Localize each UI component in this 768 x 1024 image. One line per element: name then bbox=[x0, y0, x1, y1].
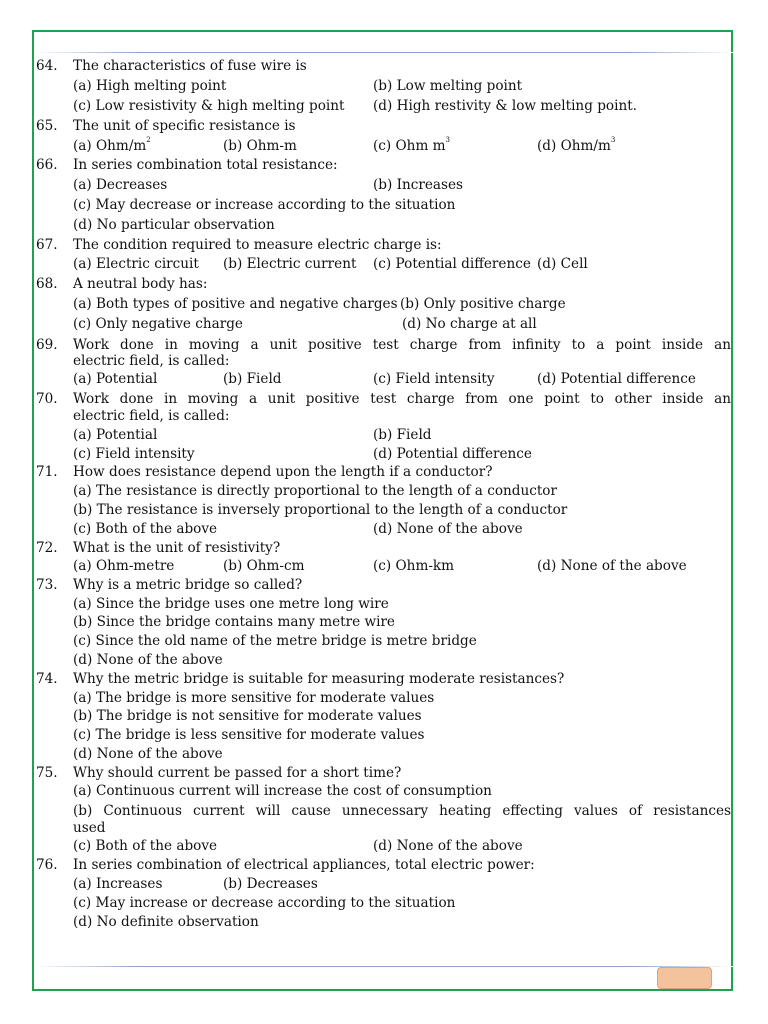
option-b: (b) The resistance is inversely proportional to the length of a conductor bbox=[73, 502, 568, 518]
option-d: (d) Cell bbox=[537, 256, 588, 272]
option-a: (a) Decreases bbox=[73, 177, 168, 193]
option-c: (c) Low resistivity & high melting point bbox=[73, 98, 345, 114]
option-b-continued: used bbox=[73, 820, 106, 836]
option-c: (c) Field intensity bbox=[373, 371, 495, 387]
question-text: In series combination total resistance: bbox=[73, 157, 338, 173]
question-number: 73. bbox=[36, 577, 58, 593]
option-b: (b) Ohm-m bbox=[223, 138, 297, 154]
option-b: (b) Field bbox=[373, 427, 432, 443]
option-d-text: (d) Ohm/m bbox=[537, 138, 611, 154]
superscript: 2 bbox=[146, 136, 151, 144]
option-b: (b) Since the bridge contains many metre wire bbox=[73, 614, 395, 630]
option-d: (d) High restivity & low melting point. bbox=[373, 98, 637, 114]
question-text: The condition required to measure electric charge is: bbox=[73, 237, 442, 253]
option-d: (d) None of the above bbox=[537, 558, 687, 574]
option-c: (c) Both of the above bbox=[73, 838, 218, 854]
option-c: (c) May increase or decrease according to the situation bbox=[73, 895, 456, 911]
question-number: 74. bbox=[36, 671, 58, 687]
option-b: (b) The bridge is not sensitive for moderate values bbox=[73, 708, 422, 724]
option-d: (d) None of the above bbox=[73, 746, 223, 762]
option-d: (d) None of the above bbox=[73, 652, 223, 668]
option-d: (d) No particular observation bbox=[73, 217, 275, 233]
option-b: (b) Ohm-cm bbox=[223, 558, 305, 574]
question-number: 69. bbox=[36, 337, 58, 353]
option-a: (a) Electric circuit bbox=[73, 256, 199, 272]
option-a: (a) Since the bridge uses one metre long wire bbox=[73, 596, 389, 612]
question-number: 65. bbox=[36, 118, 58, 134]
option-c: (c) May decrease or increase according to the situation bbox=[73, 197, 456, 213]
question-text: Why should current be passed for a short time? bbox=[73, 765, 402, 781]
question-number: 76. bbox=[36, 857, 58, 873]
question-text-continued: electric field, is called: bbox=[73, 408, 230, 424]
option-c: (c) The bridge is less sensitive for moderate values bbox=[73, 727, 425, 743]
question-number: 66. bbox=[36, 157, 58, 173]
question-text: In series combination of electrical appliances, total electric power: bbox=[73, 857, 535, 873]
option-d: (d) Potential difference bbox=[373, 446, 532, 462]
superscript: 3 bbox=[445, 136, 451, 144]
question-text: What is the unit of resistivity? bbox=[73, 540, 281, 556]
option-d: (d) No charge at all bbox=[402, 316, 537, 332]
option-c: (c) Potential difference bbox=[373, 256, 531, 272]
question-text: A neutral body has: bbox=[73, 276, 208, 292]
question-number: 70. bbox=[36, 391, 58, 407]
question-number: 64. bbox=[36, 58, 58, 74]
option-a: (a) The resistance is directly proportional to the length of a conductor bbox=[73, 483, 557, 499]
option-c-text: (c) Ohm m bbox=[373, 138, 446, 154]
question-number: 67. bbox=[36, 237, 58, 253]
option-c: (c) Field intensity bbox=[73, 446, 195, 462]
option-a bbox=[73, 138, 151, 155]
option-c bbox=[373, 138, 450, 155]
option-a: (a) Continuous current will increase the cost of consumption bbox=[73, 783, 492, 799]
superscript: 3 bbox=[610, 136, 616, 144]
option-a: (a) Potential bbox=[73, 427, 158, 443]
option-a: (a) Increases bbox=[73, 876, 163, 892]
option-d bbox=[537, 138, 615, 155]
option-b: (b) Decreases bbox=[223, 876, 318, 892]
option-a: (a) Ohm-metre bbox=[73, 558, 175, 574]
option-b: (b) Field bbox=[223, 371, 282, 387]
option-c: (c) Ohm-km bbox=[373, 558, 455, 574]
question-text: The characteristics of fuse wire is bbox=[73, 58, 307, 74]
option-b: (b) Increases bbox=[373, 177, 464, 193]
option-c: (c) Only negative charge bbox=[73, 316, 243, 332]
option-d: (d) No definite observation bbox=[73, 914, 259, 930]
option-d: (d) None of the above bbox=[373, 521, 523, 537]
question-number: 71. bbox=[36, 464, 58, 480]
question-text: Work done in moving a unit positive test charge from infinity to a point inside an bbox=[73, 337, 731, 353]
option-c: (c) Both of the above bbox=[73, 521, 218, 537]
question-number: 72. bbox=[36, 540, 58, 556]
question-text: How does resistance depend upon the length if a conductor? bbox=[73, 464, 493, 480]
question-number: 68. bbox=[36, 276, 58, 292]
option-a: (a) Potential bbox=[73, 371, 158, 387]
question-text: Why is a metric bridge so called? bbox=[73, 577, 303, 593]
option-d: (d) None of the above bbox=[373, 838, 523, 854]
option-d: (d) Potential difference bbox=[537, 371, 696, 387]
option-b: (b) Low melting point bbox=[373, 78, 523, 94]
option-b: (b) Electric current bbox=[223, 256, 357, 272]
option-b: (b) Only positive charge bbox=[400, 296, 566, 312]
question-number: 75. bbox=[36, 765, 58, 781]
option-a: (a) The bridge is more sensitive for moderate values bbox=[73, 690, 435, 706]
question-text: The unit of specific resistance is bbox=[73, 118, 296, 134]
option-b: (b) Continuous current will cause unnecessary heating effecting values of resistances bbox=[73, 803, 731, 819]
question-text: Why the metric bridge is suitable for measuring moderate resistances? bbox=[73, 671, 565, 687]
option-a: (a) High melting point bbox=[73, 78, 227, 94]
option-c: (c) Since the old name of the metre bridge is metre bridge bbox=[73, 633, 477, 649]
question-text: Work done in moving a unit positive test charge from one point to other inside an bbox=[73, 391, 731, 407]
question-text-continued: electric field, is called: bbox=[73, 353, 230, 369]
option-a-text: (a) Ohm/m bbox=[73, 138, 147, 154]
option-a: (a) Both types of positive and negative charges bbox=[73, 296, 398, 312]
